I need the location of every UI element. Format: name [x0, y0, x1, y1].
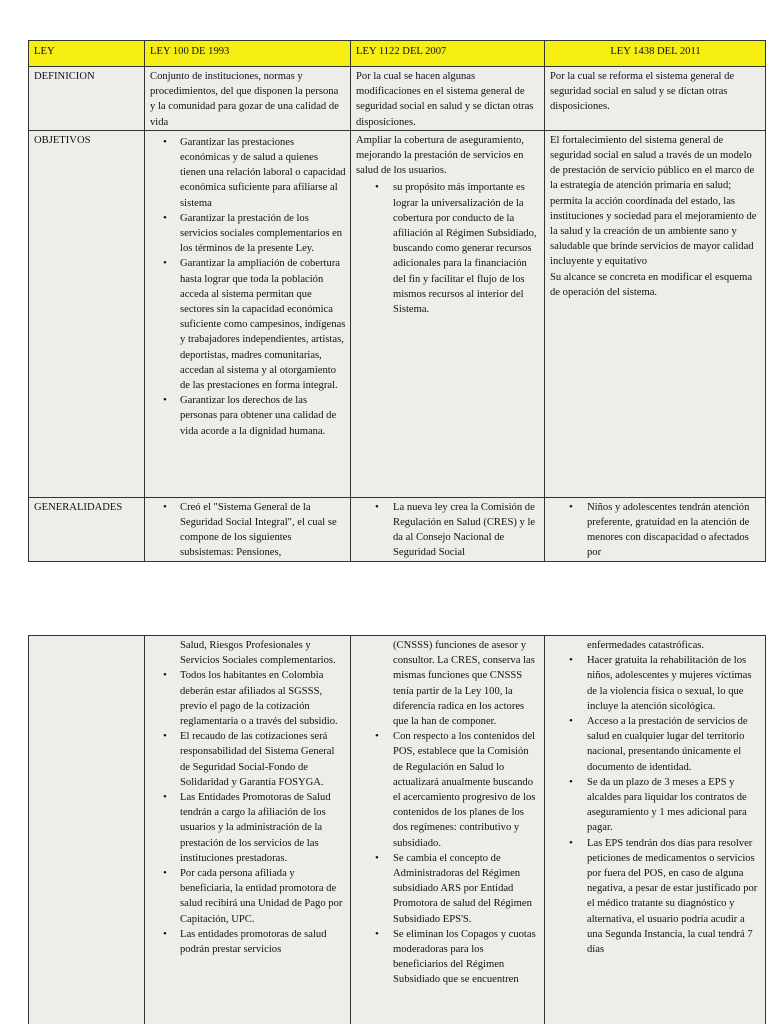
generalidades-ley-1122-continued — [351, 636, 545, 1024]
generalidades-ley-1438-continued — [545, 636, 766, 1024]
continued-text: Salud, Riesgos Profesionales y Servicios Sociales complementarios. — [180, 640, 336, 667]
list-item: • Hacer gratuita la rehabilitación de los niños, adolescentes y mujeres víctimas de la violencia física o sexual, lo que incluye la atención sicológica. — [587, 653, 761, 714]
list-item: • Garantizar la ampliación de cobertura hasta lograr que toda la población acceda al sistema permitan que sectores sin la capacidad económica suficiente como campesinos, indígenas y trabajadores independientes, artistas, deportistas, madres comunitarias, accedan al sistema y al otorgamiento de las prestaciones en forma integral. — [180, 256, 346, 393]
page-2 — [0, 635, 768, 1024]
header-ley: LEY — [29, 41, 145, 67]
row-objetivos — [29, 130, 766, 497]
row-generalidades — [29, 497, 766, 561]
list-item: • Las Entidades Promotoras de Salud tendrán a cargo la afiliación de los usuarios y la administración de la prestación de los servicios de las instituciones prestadoras. — [180, 790, 346, 866]
list-item: • Las entidades promotoras de salud podrán prestar servicios — [180, 927, 346, 957]
list-item: • Se da un plazo de 3 meses a EPS y alcaldes para liquidar los contratos de aseguramiento y 1 mes adicional para pagar. — [587, 775, 761, 836]
objetivos-ley-100 — [145, 130, 351, 497]
objetivos-ley-100-list — [150, 135, 346, 439]
header-row — [29, 41, 766, 67]
definicion-ley-100: Conjunto de instituciones, normas y procedimientos, del que disponen la persona y la comunidad para gozar de una calidad de vida — [145, 67, 351, 131]
list-item: • El recaudo de las cotizaciones será responsabilidad del Sistema General de Seguridad Social-Fondo de Solidaridad y Garantía FOSYGA. — [180, 729, 346, 790]
list-item: • Creó el "Sistema General de la Seguridad Social Integral", el cual se compone de los siguientes subsistemas: Pensiones, — [180, 500, 346, 561]
generalidades-ley-100 — [145, 497, 351, 561]
row-label-definicion: DEFINICION — [29, 67, 145, 131]
objetivos-ley-1438-p2: Su alcance se concreta en modificar el esquema de operación del sistema. — [550, 271, 753, 298]
objetivos-ley-1438 — [545, 130, 766, 497]
list-item: • su propósito más importante es lograr la universalización de la cobertura por conducto de la afiliación al Régimen Subsidiado, buscando como generar recursos adicionales para la financiación del fin y facilitar el flujo de los mismos recursos al interior del Sistema. — [393, 180, 540, 317]
objetivos-ley-1122 — [351, 130, 545, 497]
list-item: • Acceso a la prestación de servicios de salud en cualquier lugar del territorio nacional, presentando únicamente el documento de identidad. — [587, 714, 761, 775]
generalidades-ley-1438-list — [550, 500, 761, 561]
generalidades-ley-1122-list-2 — [356, 729, 540, 987]
page-gap — [0, 563, 768, 635]
row-label-empty — [29, 636, 145, 1024]
generalidades-ley-1122-list — [356, 500, 540, 561]
row-label-objetivos: OBJETIVOS — [29, 130, 145, 497]
header-ley-1122: LEY 1122 DEL 2007 — [351, 41, 545, 67]
header-ley-100: LEY 100 DE 1993 — [145, 41, 351, 67]
row-label-generalidades: GENERALIDADES — [29, 497, 145, 561]
row-generalidades-continued — [29, 636, 766, 1024]
list-item: • Niños y adolescentes tendrán atención preferente, gratuidad en la atención de menores con discapacidad o afectados por — [587, 500, 761, 561]
list-item: • Garantizar las prestaciones económicas y de salud a quienes tienen una relación laboral o capacidad económica suficiente para afiliarse al sistema — [180, 135, 346, 211]
objetivos-ley-1122-intro: Ampliar la cobertura de aseguramiento, mejorando la prestación de servicios en salud de los usuarios. — [356, 134, 524, 177]
list-item: • La nueva ley crea la Comisión de Regulación en Salud (CRES) y le da al Consejo Nacional de Seguridad Social — [393, 500, 540, 561]
list-item: • Con respecto a los contenidos del POS, establece que la Comisión de Regulación en Salud lo actualizará anualmente buscando el acercamiento progresivo de los contenidos de los planes de los dos regímenes: contributivo y subsidiado. — [393, 729, 540, 851]
definicion-ley-1438: Por la cual se reforma el sistema general de seguridad social en salud y se dictan otras disposiciones. — [545, 67, 766, 131]
continued-text: enfermedades catastróficas. — [587, 640, 705, 651]
list-item: • Garantizar la prestación de los servicios sociales complementarios en los términos de la presente Ley. — [180, 211, 346, 257]
row-definicion — [29, 67, 766, 131]
generalidades-ley-100-list-2 — [150, 668, 346, 957]
list-item: • Las EPS tendrán dos días para resolver peticiones de medicamentos o servicios por fuera del POS, en caso de alguna negativa, a pesar de estar justificado por el médico tratante su diagnóstico y alternativa, el usuario podría acudir a una Segunda Instancia, la cual tendrá 7 días — [587, 836, 761, 958]
generalidades-ley-1438-list-2 — [550, 653, 761, 957]
continued-text: (CNSSS) funciones de asesor y consultor. La CRES, conserva las mismas funciones que CNSSS tenía partir de la Ley 100, la diferencia radica en los actores que la han de componer. — [393, 640, 535, 728]
list-item: • Se eliminan los Copagos y cuotas moderadoras para los beneficiarios del Régimen Subsidiado que se encuentren — [393, 927, 540, 988]
generalidades-ley-1122 — [351, 497, 545, 561]
generalidades-ley-100-list — [150, 500, 346, 561]
list-item: • Por cada persona afiliada y beneficiaria, la entidad promotora de salud recibirá una Unidad de Pago por Capitación, UPC. — [180, 866, 346, 927]
header-ley-1438: LEY 1438 DEL 2011 — [545, 41, 766, 67]
comparison-table-page-2 — [28, 635, 766, 1024]
list-item: • Garantizar los derechos de las personas para obtener una calidad de vida acorde a la dignidad humana. — [180, 393, 346, 439]
objetivos-ley-1122-list — [356, 180, 540, 317]
definicion-ley-1122: Por la cual se hacen algunas modificaciones en el sistema general de seguridad social en salud y se dictan otras disposiciones. — [351, 67, 545, 131]
generalidades-ley-1438 — [545, 497, 766, 561]
generalidades-ley-100-continued — [145, 636, 351, 1024]
list-item: • Todos los habitantes en Colombia deberán estar afiliados al SGSSS, previo el pago de la cotización reglamentaria o a través del subsidio. — [180, 668, 346, 729]
list-item: • Se cambia el concepto de Administradoras del Régimen subsidiado ARS por Entidad Promotora de salud del Régimen Subsidiado EPS'S. — [393, 851, 540, 927]
objetivos-ley-1438-p1: El fortalecimiento del sistema general de seguridad social en salud a través de un modelo de prestación de servicio público en el marco de la estrategia de atención primaria en salud; permita la acción coordinada del estado, las instituciones y sociedad para el mejoramiento de la salud y la creación de un ambiente sano y saludable que brinde servicios de mayor calidad incluyente y equitativo — [550, 134, 757, 268]
comparison-table-page-1 — [28, 40, 766, 562]
